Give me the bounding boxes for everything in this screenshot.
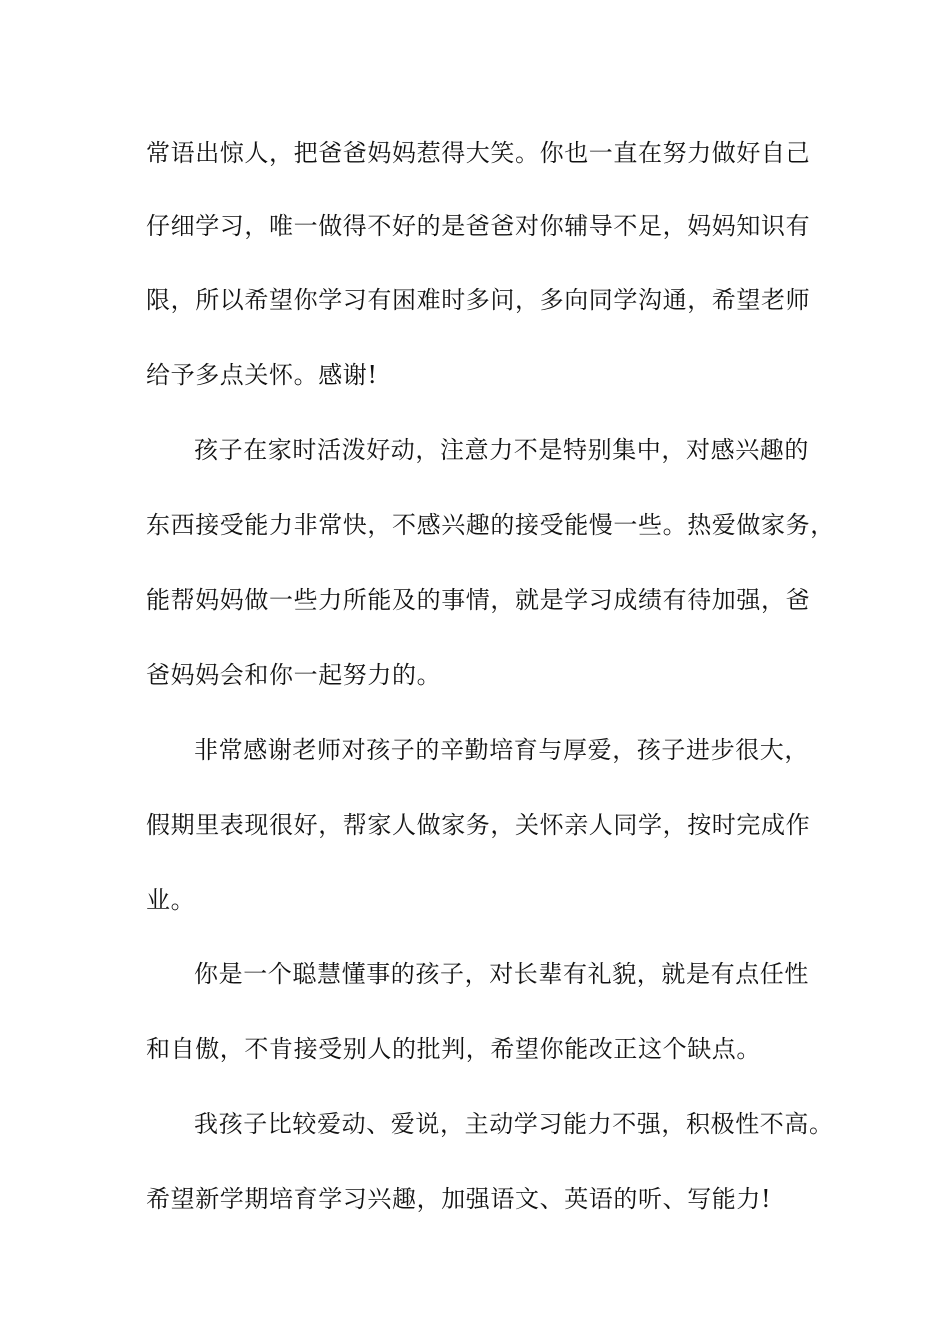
text-line-1: 常语出惊人，把爸爸妈妈惹得大笑。你也一直在努力做好自己	[146, 139, 811, 167]
text-line-6: 东西接受能力非常快，不感兴趣的接受能慢一些。热爱做家务，	[146, 511, 835, 539]
text-line-3: 限，所以希望你学习有困难时多问，多向同学沟通，希望老师	[146, 286, 811, 314]
text-line-13: 和自傲，不肯接受别人的批判，希望你能改正这个缺点。	[146, 1035, 761, 1063]
text-line-14: 我孩子比较爱动、爱说，主动学习能力不强，积极性不高。	[194, 1110, 834, 1138]
text-line-2: 仔细学习，唯一做得不好的是爸爸对你辅导不足，妈妈知识有	[146, 212, 811, 240]
text-line-12: 你是一个聪慧懂事的孩子，对长辈有礼貌，就是有点任性	[194, 960, 809, 988]
text-line-8: 爸妈妈会和你一起努力的。	[146, 661, 442, 689]
text-line-7: 能帮妈妈做一些力所能及的事情，就是学习成绩有待加强，爸	[146, 586, 811, 614]
text-line-4: 给予多点关怀。感谢!	[146, 361, 378, 389]
text-line-10: 假期里表现很好，帮家人做家务，关怀亲人同学，按时完成作	[146, 811, 811, 839]
text-line-15: 希望新学期培育学习兴趣，加强语文、英语的听、写能力!	[146, 1185, 772, 1213]
text-line-9: 非常感谢老师对孩子的辛勤培育与厚爱，孩子进步很大，	[194, 736, 809, 764]
text-line-5: 孩子在家时活泼好动，注意力不是特别集中，对感兴趣的	[194, 436, 809, 464]
text-line-11: 业。	[146, 886, 196, 914]
